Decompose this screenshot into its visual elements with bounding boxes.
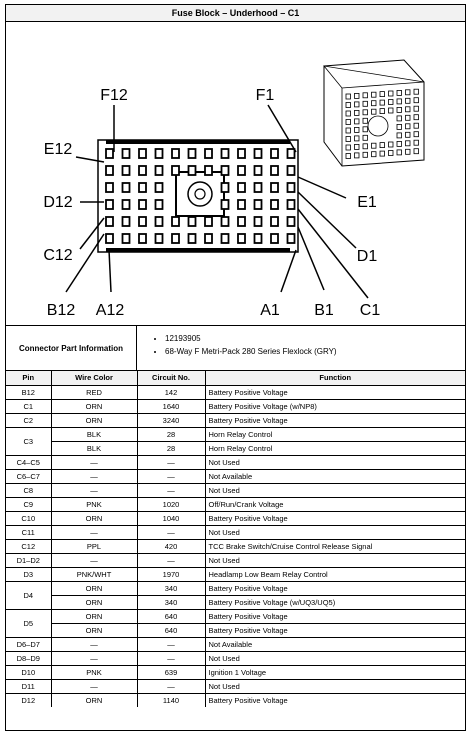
table-row [6,511,465,525]
circuit-cell: — [137,679,205,693]
pin-cell: C12 [6,539,51,553]
function-cell: TCC Brake Switch/Cruise Control Release Signal [205,539,465,553]
perspective-cavity [363,118,368,123]
perspective-cavity [363,101,368,106]
connector-diagram [6,22,465,326]
cavity [255,234,262,243]
perspective-cavity [406,132,411,137]
perspective-cavity [372,152,377,157]
page-title: Fuse Block – Underhood – C1 [6,5,465,22]
cavity [222,149,229,158]
circuit-cell: 1640 [137,399,205,413]
connector-part-information [6,326,465,371]
circuit-cell: — [137,525,205,539]
perspective-cavity [389,142,394,147]
function-cell: Not Used [205,679,465,693]
cavity [172,234,179,243]
cavity [271,166,278,175]
perspective-cavity [363,144,368,149]
cavity [156,217,163,226]
cavity [238,234,245,243]
pin-cell: D8–D9 [6,651,51,665]
perspective-cavity [346,154,351,159]
table-row [6,483,465,497]
perspective-cavity [380,143,385,148]
cavity [222,217,229,226]
table-row [6,693,465,707]
cavity [205,234,212,243]
label-e12: E12 [43,141,73,158]
pin-cell: D1–D2 [6,553,51,567]
table-row [6,623,465,637]
table-row [6,413,465,427]
cavity [139,166,146,175]
perspective-cavity [406,90,411,95]
cavity [238,149,245,158]
cavity [271,200,278,209]
cavity [222,234,229,243]
wire-color-cell: PPL [51,539,137,553]
perspective-cavity [355,102,360,107]
perspective-cavity [389,151,394,156]
pin-cell: D10 [6,665,51,679]
pinout-table [6,371,465,707]
label-d1: D1 [356,248,378,265]
perspective-cavity [406,98,411,103]
table-header-row [6,371,465,385]
function-cell: Headlamp Low Beam Relay Control [205,567,465,581]
perspective-cavity [397,90,402,95]
leader-a12 [109,250,111,292]
perspective-cavity [363,93,368,98]
circuit-cell: 420 [137,539,205,553]
cavity [123,234,130,243]
cavity [205,166,212,175]
connector-info-list [137,326,465,370]
label-c1: C1 [359,302,381,319]
wire-color-cell: ORN [51,595,137,609]
function-cell: Not Used [205,651,465,665]
wire-color-cell: BLK [51,427,137,441]
leader-a1 [281,250,296,292]
cavity [271,217,278,226]
cavity [222,166,229,175]
table-row [6,651,465,665]
table-row [6,581,465,595]
function-cell: Battery Positive Voltage [205,581,465,595]
label-f12: F12 [100,87,128,104]
function-cell: Not Used [205,483,465,497]
wire-color-cell: PNK [51,665,137,679]
cavity [255,217,262,226]
connector-description: • 68-Way F Metri-Pack 280 Series Flexlock (GRY) [165,345,465,358]
cavity [271,234,278,243]
table-row [6,539,465,553]
function-cell: Battery Positive Voltage [205,623,465,637]
perspective-cavity [397,141,402,146]
header-pin: Pin [6,371,51,385]
perspective-cavity [380,92,385,97]
cavity [123,166,130,175]
pin-cell: C9 [6,497,51,511]
cavity [222,183,229,192]
circuit-cell: 28 [137,441,205,455]
function-cell: Battery Positive Voltage (w/NP8) [205,399,465,413]
leader-e1 [298,177,346,198]
pin-cell: C1 [6,399,51,413]
perspective-cavity [397,133,402,138]
perspective-cavity [414,140,419,145]
cavity [106,183,113,192]
table-row [6,525,465,539]
pin-cell: C2 [6,413,51,427]
perspective-cavity [380,100,385,105]
table-row [6,553,465,567]
circuit-cell: 3240 [137,413,205,427]
cavity [139,217,146,226]
perspective-cavity [346,120,351,125]
perspective-cavity [414,106,419,111]
perspective-cavity [414,115,419,120]
table-row [6,455,465,469]
cavity [238,183,245,192]
perspective-cavity [355,110,360,115]
label-f1: F1 [255,87,275,104]
perspective-cavity [414,89,419,94]
cavity [255,166,262,175]
perspective-cavity [355,136,360,141]
circuit-cell: 142 [137,385,205,399]
perspective-cavity [372,109,377,114]
cavity [106,217,113,226]
wire-color-cell: RED [51,385,137,399]
circuit-cell: 28 [137,427,205,441]
pin-cell: C8 [6,483,51,497]
perspective-cavity [406,115,411,120]
wire-color-cell: — [51,637,137,651]
wire-color-cell: ORN [51,581,137,595]
table-row [6,427,465,441]
cavity [156,200,163,209]
wire-color-cell: — [51,525,137,539]
pin-cell: C3 [6,427,51,455]
perspective-cavity [363,135,368,140]
perspective-cavity [380,109,385,114]
perspective-cavity [414,98,419,103]
wire-color-cell: — [51,469,137,483]
circuit-cell: — [137,455,205,469]
function-cell: Not Available [205,637,465,651]
header-circuit-no: Circuit No. [137,371,205,385]
circuit-cell: 340 [137,581,205,595]
perspective-cavity [346,137,351,142]
perspective-cavity [346,94,351,99]
wire-color-cell: ORN [51,511,137,525]
pin-cell: D3 [6,567,51,581]
cavity [139,234,146,243]
wire-color-cell: — [51,651,137,665]
table-row [6,399,465,413]
pin-cell: C4–C5 [6,455,51,469]
pin-cell: C10 [6,511,51,525]
pin-cell: C11 [6,525,51,539]
function-cell: Not Used [205,525,465,539]
perspective-cavity [406,141,411,146]
cavity [156,183,163,192]
wire-color-cell: ORN [51,693,137,707]
wire-color-cell: — [51,553,137,567]
wire-color-cell: — [51,455,137,469]
connector-face [98,140,298,252]
pin-cell: D12 [6,693,51,707]
pin-cell: D5 [6,609,51,637]
circuit-cell: — [137,553,205,567]
cavity [139,183,146,192]
cavity [189,234,196,243]
cavity [139,149,146,158]
pin-cell: D6–D7 [6,637,51,651]
table-row [6,595,465,609]
circuit-cell: — [137,483,205,497]
cavity [156,234,163,243]
label-a1: A1 [260,302,280,319]
perspective-cavity [346,111,351,116]
circuit-cell: — [137,651,205,665]
cavity [288,217,295,226]
function-cell: Battery Positive Voltage [205,693,465,707]
circuit-cell: — [137,469,205,483]
pin-cell: B12 [6,385,51,399]
wire-color-cell: PNK [51,497,137,511]
table-row [6,385,465,399]
perspective-cavity [363,152,368,157]
function-cell: Battery Positive Voltage [205,609,465,623]
perspective-cavity [346,145,351,150]
perspective-cavity [372,101,377,106]
pin-cell: D11 [6,679,51,693]
cavity [205,149,212,158]
cavity [288,166,295,175]
cavity [156,166,163,175]
connector-sheet [5,4,466,731]
cavity [172,149,179,158]
perspective-cavity [355,144,360,149]
cavity [189,166,196,175]
perspective-cavity [372,92,377,97]
cavity [271,183,278,192]
wire-color-cell: ORN [51,413,137,427]
perspective-cavity [406,124,411,129]
cavity [123,217,130,226]
header-function: Function [205,371,465,385]
wire-color-cell: PNK/WHT [51,567,137,581]
cavity [106,234,113,243]
function-cell: Horn Relay Control [205,441,465,455]
cavity [106,149,113,158]
cavity [222,200,229,209]
cavity [106,166,113,175]
cavity [288,234,295,243]
cavity [255,183,262,192]
perspective-cavity [397,150,402,155]
function-cell: Ignition 1 Voltage [205,665,465,679]
cavity [172,217,179,226]
cavity [106,200,113,209]
function-cell: Not Used [205,455,465,469]
wire-color-cell: BLK [51,441,137,455]
cavity [123,183,130,192]
connector-face-drawing [6,22,465,325]
perspective-cavity [406,107,411,112]
cavity [205,217,212,226]
circuit-cell: 1140 [137,693,205,707]
table-row [6,665,465,679]
perspective-cavity [380,151,385,156]
table-row [6,441,465,455]
wire-color-cell: — [51,679,137,693]
circuit-cell: 1020 [137,497,205,511]
perspective-cavity [346,103,351,108]
perspective-cavity [355,119,360,124]
perspective-cavity [414,149,419,154]
cavity [288,149,295,158]
wire-color-cell: — [51,483,137,497]
cavity [255,149,262,158]
perspective-cavity [372,143,377,148]
perspective-cavity [414,132,419,137]
cavity [189,149,196,158]
circuit-cell: 1040 [137,511,205,525]
perspective-cavity [355,93,360,98]
perspective-cavity [414,123,419,128]
function-cell: Off/Run/Crank Voltage [205,497,465,511]
table-row [6,637,465,651]
cavity [238,217,245,226]
connector-info-label: Connector Part Information [6,326,137,370]
function-cell: Battery Positive Voltage (w/UQ3/UQ5) [205,595,465,609]
perspective-cavity [355,127,360,132]
wire-color-cell: ORN [51,623,137,637]
perspective-cavity [389,108,394,113]
function-cell: Horn Relay Control [205,427,465,441]
function-cell: Not Used [205,553,465,567]
label-b12: B12 [46,302,76,319]
circuit-cell: 640 [137,609,205,623]
perspective-cavity [389,91,394,96]
circuit-cell: 639 [137,665,205,679]
circuit-cell: 340 [137,595,205,609]
table-row [6,497,465,511]
cavity [271,149,278,158]
cavity [156,149,163,158]
wire-color-cell: ORN [51,399,137,413]
table-row [6,567,465,581]
connector-perspective-view [324,60,424,166]
cavity [288,183,295,192]
pin-cell: C6–C7 [6,469,51,483]
function-cell: Battery Positive Voltage [205,511,465,525]
perspective-cavity [346,128,351,133]
perspective-cavity [397,116,402,121]
circuit-cell: 640 [137,623,205,637]
perspective-cavity [363,110,368,115]
perspective-cavity [389,100,394,105]
perspective-cavity [397,107,402,112]
perspective-cavity [397,124,402,129]
label-a12: A12 [95,302,125,319]
perspective-cavity [363,127,368,132]
table-row [6,609,465,623]
cavity [172,166,179,175]
table-row [6,469,465,483]
cavity [139,200,146,209]
label-b1: B1 [314,302,334,319]
cavity [123,200,130,209]
perspective-cavity [397,99,402,104]
circuit-cell: 1970 [137,567,205,581]
function-cell: Not Available [205,469,465,483]
perspective-cavity [355,153,360,158]
cavity [123,149,130,158]
label-c12: C12 [43,247,73,264]
label-d12: D12 [43,194,73,211]
cavity [238,166,245,175]
header-wire-color: Wire Color [51,371,137,385]
table-row [6,679,465,693]
wire-color-cell: ORN [51,609,137,623]
cavity [255,200,262,209]
function-cell: Battery Positive Voltage [205,385,465,399]
function-cell: Battery Positive Voltage [205,413,465,427]
label-e1: E1 [357,194,377,211]
perspective-cavity [406,149,411,154]
circuit-cell: — [137,637,205,651]
cavity [238,200,245,209]
cavity [189,217,196,226]
cavity [288,200,295,209]
pin-cell: D4 [6,581,51,609]
part-number: • 12193905 [165,332,465,345]
